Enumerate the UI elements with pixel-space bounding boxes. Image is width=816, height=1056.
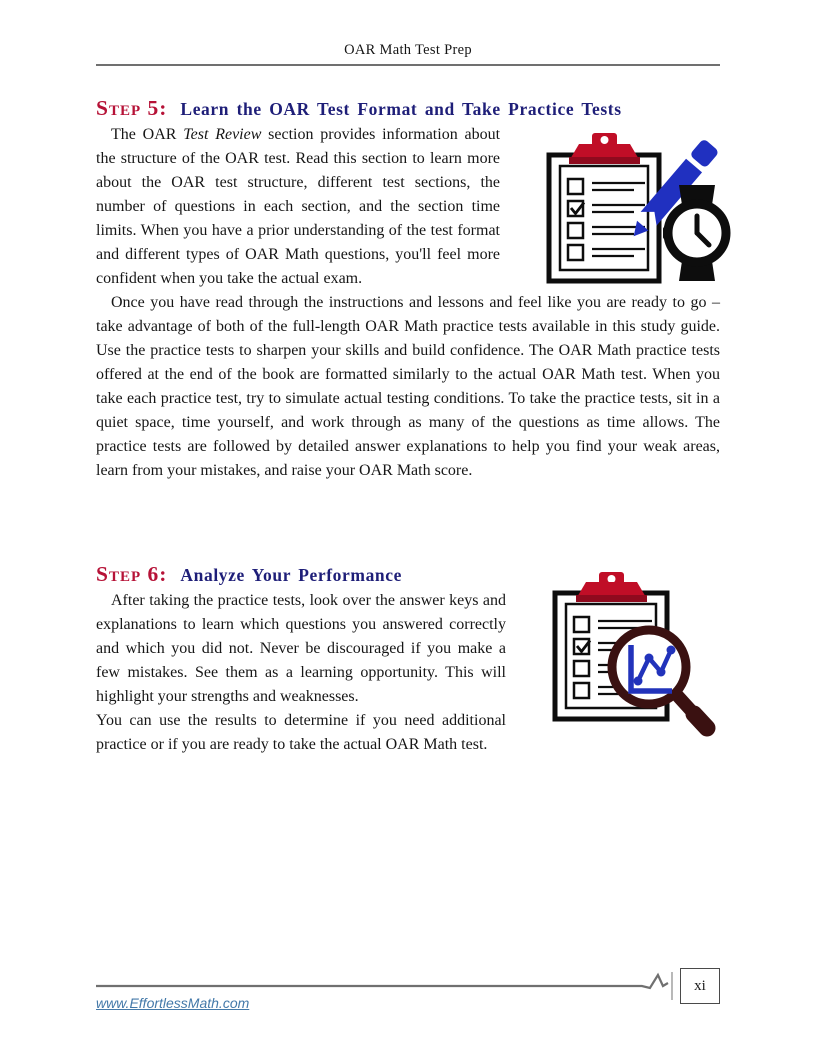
step6-title: Analyze Your Performance [180,565,402,585]
header-title: OAR Math Test Prep [344,42,472,58]
clipboard-icon [549,133,659,281]
website-link[interactable]: www.EffortlessMath.com [96,995,250,1011]
page-header [96,0,720,66]
step5-paragraph-2: Once you have read through the instructions and lessons and feel like you are ready to go – take advantage of both of the full-length OAR Math practice tests available in this study guide. Use the practice tests to sharpen your skills and build confidence. The OAR Math practice tests offered at the end of the book are formatted similarly to the actual OAR Math test. When you take each practice test, try to simulate actual testing conditions. To take the practice tests, sit in a quiet space, time yourself, and work through as many of the questions as time allows. The practice tests are followed by detailed answer explanations to help you find your weak areas, learn from your mistakes, and raise your OAR Math score. [96,294,720,479]
step5-intro-rest: section provides information about the structure of the OAR test. Read this section to learn more about the OAR test structure, different test sections, the number of questions in each section, and the section time limits. When you have a prior understanding of the test format and different types of OAR Math questions, you'll feel more confident when you take the actual exam. [96,126,501,287]
step6-paragraph-2: You can use the results to determine if you need additional practice or if you are ready to take the actual OAR Math test. [96,712,506,753]
step5-intro-italic: Test Review [183,126,262,143]
step5-title: Learn the OAR Test Format and Take Practice Tests [180,99,622,119]
step5-intro-lead: The OAR [111,126,184,143]
step5-label: Step 5: [96,96,168,120]
header-rule [96,64,720,66]
step5-paragraph-1 [96,123,720,291]
page-number-box [680,968,720,1004]
clipboard-magnifier-chart-icon [530,571,720,741]
clipboard-pencil-watch-icon [520,127,720,287]
page-footer [96,968,720,1032]
step5-heading [96,91,720,123]
step6-label: Step 6: [96,562,168,586]
step6-paragraph-1 [96,589,720,709]
step6-paragraph-1-text: After taking the practice tests, look over the answer keys and explanations to learn which questions you answered correctly and which you did not. Never be discouraged if you make a few mistakes. See them as a learning opportunity. This will highlight your strengths and weaknesses. [96,592,506,705]
page-number: xi [694,978,706,994]
page-body [96,91,720,757]
